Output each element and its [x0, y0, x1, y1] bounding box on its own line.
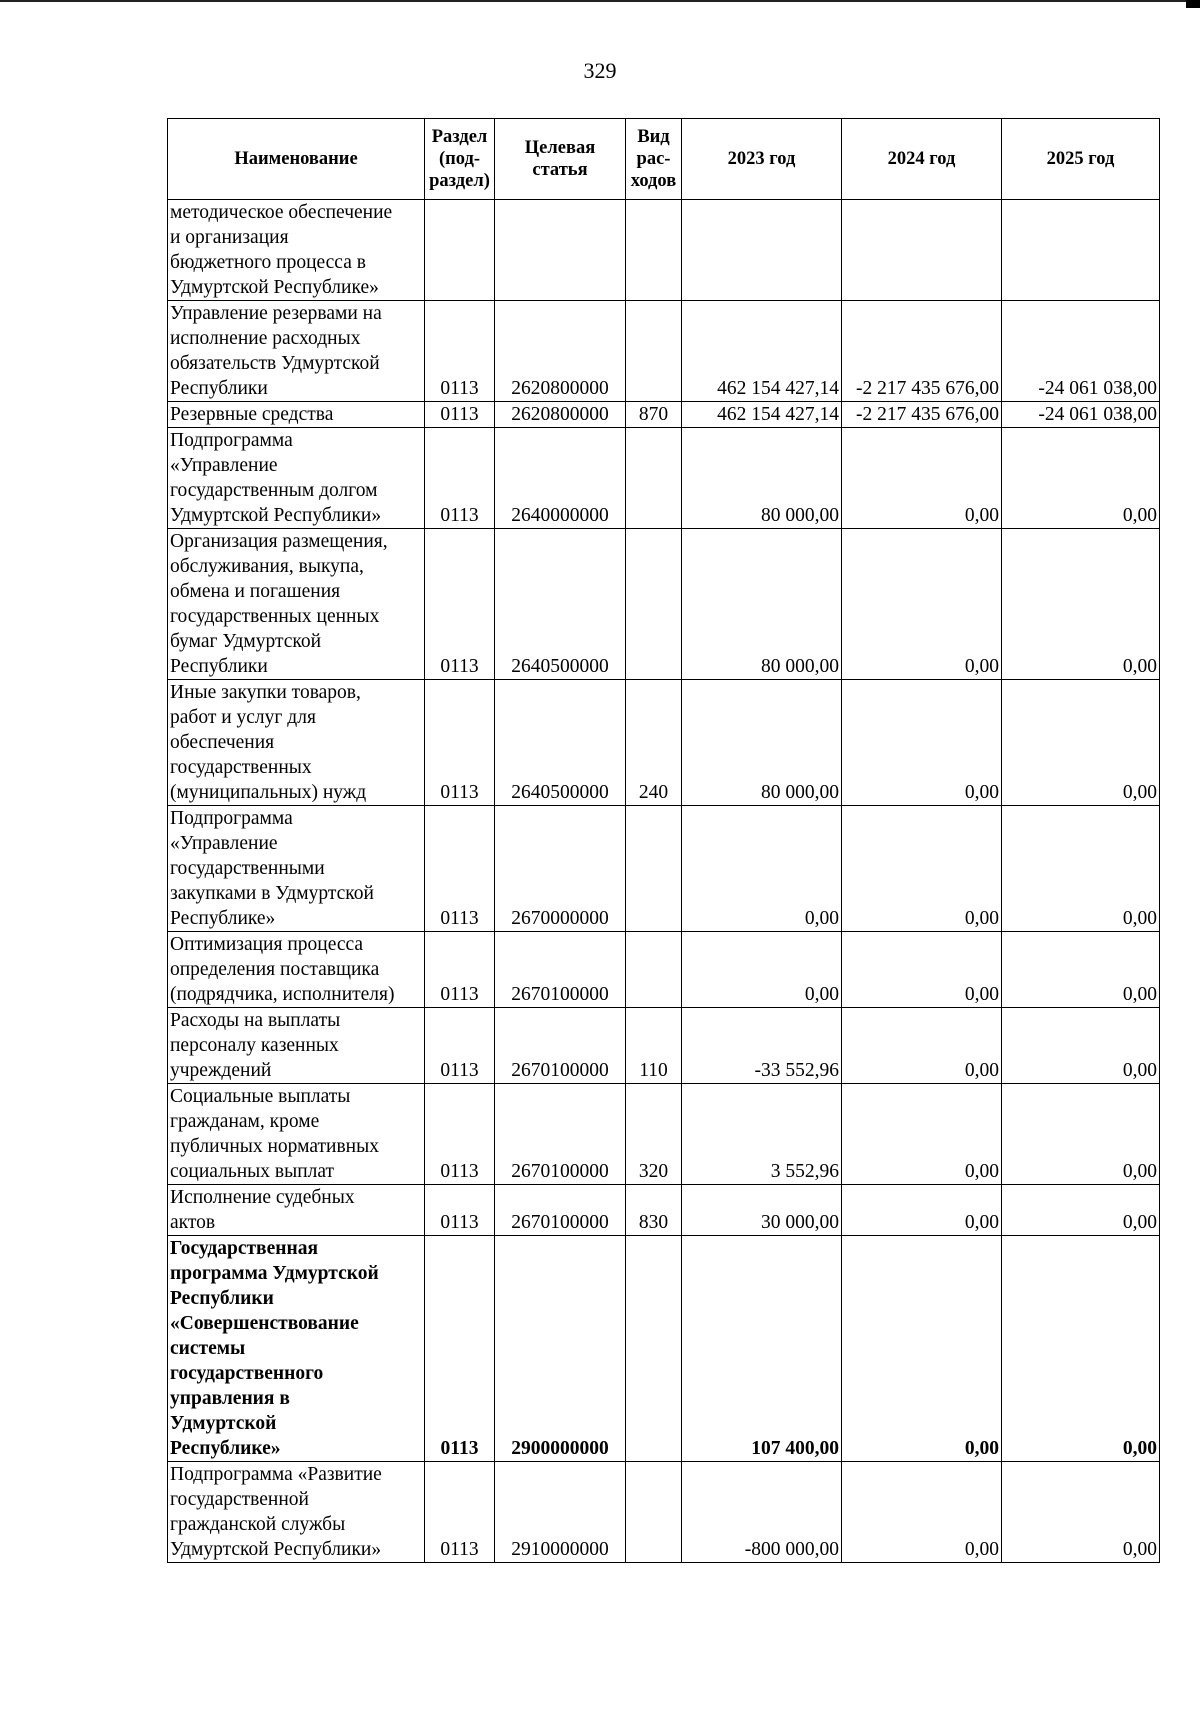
cell-y2024 [842, 200, 1002, 301]
cell-kind: 240 [626, 680, 682, 806]
cell-kind [626, 932, 682, 1008]
cell-name-line: государственной [170, 1489, 309, 1510]
cell-name-line: «Управление [170, 833, 278, 854]
table-header-row [168, 119, 1160, 200]
cell-y2024: 0,00 [842, 1008, 1002, 1084]
cell-name-line: обслуживания, выкупа, [170, 556, 364, 577]
cell-y2024: 0,00 [842, 1185, 1002, 1236]
cell-name-line: Государственная [170, 1238, 319, 1259]
cell-kind [626, 806, 682, 932]
cell-name-line: обмена и погашения [170, 581, 341, 602]
table-row [168, 200, 1160, 301]
cell-name [168, 1462, 425, 1563]
cell-y2023: 107 400,00 [682, 1236, 842, 1462]
cell-section: 0113 [425, 1236, 495, 1462]
cell-section: 0113 [425, 301, 495, 402]
cell-name-line: гражданам, кроме [170, 1111, 320, 1132]
cell-name-line: Оптимизация процесса [170, 934, 364, 955]
header-target-line: Целевая [524, 138, 596, 158]
cell-section: 0113 [425, 1008, 495, 1084]
header-section-line: (под- [438, 149, 481, 169]
cell-name-line: Иные закупки товаров, [170, 682, 361, 703]
cell-name-line: и организация [170, 227, 289, 248]
cell-y2023: -33 552,96 [682, 1008, 842, 1084]
cell-name-line: Подпрограмма [170, 430, 293, 451]
cell-section: 0113 [425, 402, 495, 428]
cell-name [168, 932, 425, 1008]
header-section [425, 119, 495, 200]
cell-y2023: 462 154 427,14 [682, 301, 842, 402]
cell-name-line: «Управление [170, 455, 278, 476]
cell-name-line: бумаг Удмуртской [170, 631, 322, 652]
cell-section: 0113 [425, 806, 495, 932]
cell-section: 0113 [425, 428, 495, 529]
cell-section: 0113 [425, 680, 495, 806]
cell-name-line: обязательств Удмуртской [170, 353, 380, 374]
cell-kind [626, 1236, 682, 1462]
cell-name-line: персоналу казенных [170, 1035, 339, 1056]
cell-y2025: -24 061 038,00 [1002, 402, 1160, 428]
cell-kind: 870 [626, 402, 682, 428]
cell-y2024: 0,00 [842, 1084, 1002, 1185]
cell-y2024: -2 217 435 676,00 [842, 301, 1002, 402]
cell-y2023: 0,00 [682, 806, 842, 932]
table-row [168, 1185, 1160, 1236]
cell-section [425, 200, 495, 301]
header-2023: 2023 год [682, 119, 842, 200]
table-row [168, 1462, 1160, 1563]
header-2025: 2025 год [1002, 119, 1160, 200]
cell-name [168, 1084, 425, 1185]
cell-name [168, 1236, 425, 1462]
cell-section: 0113 [425, 1084, 495, 1185]
cell-y2023: 3 552,96 [682, 1084, 842, 1185]
header-section-line: Раздел [431, 127, 488, 147]
cell-y2025: 0,00 [1002, 932, 1160, 1008]
cell-name [168, 428, 425, 529]
cell-name-line: обеспечения [170, 732, 275, 753]
cell-target: 2640000000 [495, 428, 626, 529]
cell-kind [626, 428, 682, 529]
cell-name-line: актов [170, 1212, 216, 1233]
cell-section: 0113 [425, 529, 495, 680]
header-kind-line: ходов [630, 171, 677, 191]
cell-y2023: 0,00 [682, 932, 842, 1008]
cell-target: 2900000000 [495, 1236, 626, 1462]
cell-name-line: системы [170, 1338, 246, 1359]
cell-y2025: 0,00 [1002, 680, 1160, 806]
cell-name-line: закупками в Удмуртской [170, 883, 374, 904]
cell-section: 0113 [425, 1462, 495, 1563]
cell-target: 2910000000 [495, 1462, 626, 1563]
budget-table [167, 118, 1160, 1563]
cell-y2024: 0,00 [842, 806, 1002, 932]
cell-kind [626, 200, 682, 301]
cell-name [168, 806, 425, 932]
cell-name-line: Республики [170, 656, 268, 677]
corner-mark [1186, 0, 1200, 8]
table-body [168, 200, 1160, 1563]
cell-name-line: (муниципальных) нужд [170, 782, 367, 803]
cell-kind [626, 529, 682, 680]
cell-y2024: 0,00 [842, 680, 1002, 806]
cell-target: 2670100000 [495, 1185, 626, 1236]
table-row [168, 428, 1160, 529]
cell-name-line: социальных выплат [170, 1161, 335, 1182]
cell-name-line: государственными [170, 858, 325, 879]
header-target [495, 119, 626, 200]
table-row [168, 1084, 1160, 1185]
cell-target: 2670100000 [495, 1084, 626, 1185]
cell-name [168, 402, 425, 428]
cell-kind: 320 [626, 1084, 682, 1185]
cell-section: 0113 [425, 932, 495, 1008]
page-number: 329 [583, 58, 617, 83]
cell-name [168, 529, 425, 680]
cell-y2025: 0,00 [1002, 1084, 1160, 1185]
cell-target [495, 200, 626, 301]
cell-name-line: государственным долгом [170, 480, 378, 501]
cell-name-line: Исполнение судебных [170, 1187, 355, 1208]
cell-y2023: 80 000,00 [682, 680, 842, 806]
cell-section: 0113 [425, 1185, 495, 1236]
cell-name-line: Республики [170, 1288, 274, 1309]
cell-kind: 110 [626, 1008, 682, 1084]
table-row [168, 1008, 1160, 1084]
cell-kind: 830 [626, 1185, 682, 1236]
cell-name-line: Удмуртской [170, 1413, 277, 1434]
cell-kind [626, 1462, 682, 1563]
cell-y2024: 0,00 [842, 932, 1002, 1008]
top-border-line [0, 0, 1200, 2]
cell-kind [626, 301, 682, 402]
table-row [168, 680, 1160, 806]
table-row [168, 932, 1160, 1008]
header-target-line: статья [532, 160, 588, 180]
cell-name-line: Республики [170, 378, 268, 399]
cell-y2025 [1002, 200, 1160, 301]
cell-name-line: Социальные выплаты [170, 1086, 351, 1107]
cell-name-line: учреждений [170, 1060, 272, 1081]
cell-name-line: Удмуртской Республики» [170, 505, 382, 526]
cell-y2023: -800 000,00 [682, 1462, 842, 1563]
cell-name-line: управления в [170, 1388, 290, 1409]
cell-name [168, 1008, 425, 1084]
cell-y2023: 30 000,00 [682, 1185, 842, 1236]
cell-name-line: методическое обеспечение [170, 202, 393, 223]
cell-name-line: Республике» [170, 1438, 281, 1459]
cell-y2025: -24 061 038,00 [1002, 301, 1160, 402]
cell-name-line: (подрядчика, исполнителя) [170, 984, 395, 1005]
cell-name [168, 301, 425, 402]
table-row [168, 301, 1160, 402]
cell-y2024: 0,00 [842, 1462, 1002, 1563]
cell-name-line: Подпрограмма [170, 808, 293, 829]
cell-name-line: бюджетного процесса в [170, 252, 366, 273]
table-row [168, 402, 1160, 428]
cell-target: 2640500000 [495, 680, 626, 806]
cell-name-line: определения поставщика [170, 959, 380, 980]
cell-name-line: государственных ценных [170, 606, 380, 627]
cell-target: 2670000000 [495, 806, 626, 932]
cell-name [168, 200, 425, 301]
cell-y2024: 0,00 [842, 1236, 1002, 1462]
cell-name-line: Организация размещения, [170, 531, 388, 552]
cell-y2024: 0,00 [842, 529, 1002, 680]
cell-target: 2640500000 [495, 529, 626, 680]
cell-y2024: -2 217 435 676,00 [842, 402, 1002, 428]
cell-name-line: Удмуртской Республики» [170, 1539, 382, 1560]
cell-y2023: 80 000,00 [682, 529, 842, 680]
cell-y2025: 0,00 [1002, 806, 1160, 932]
cell-y2025: 0,00 [1002, 1008, 1160, 1084]
cell-y2023: 462 154 427,14 [682, 402, 842, 428]
cell-target: 2670100000 [495, 932, 626, 1008]
cell-name-line: Республике» [170, 908, 276, 929]
cell-name [168, 1185, 425, 1236]
cell-y2025: 0,00 [1002, 1236, 1160, 1462]
cell-name-line: гражданской службы [170, 1514, 346, 1535]
cell-name-line: исполнение расходных [170, 328, 361, 349]
header-kind-line: Вид [637, 127, 670, 147]
cell-target: 2670100000 [495, 1008, 626, 1084]
cell-y2025: 0,00 [1002, 1462, 1160, 1563]
cell-name-line: программа Удмуртской [170, 1263, 379, 1284]
header-name: Наименование [168, 119, 425, 200]
cell-name-line: государственных [170, 757, 312, 778]
cell-y2025: 0,00 [1002, 428, 1160, 529]
cell-name-line: государственного [170, 1363, 324, 1384]
cell-y2023 [682, 200, 842, 301]
cell-name [168, 680, 425, 806]
cell-name-line: Резервные средства [170, 404, 334, 425]
cell-y2024: 0,00 [842, 428, 1002, 529]
cell-target: 2620800000 [495, 402, 626, 428]
cell-y2025: 0,00 [1002, 529, 1160, 680]
header-kind [626, 119, 682, 200]
cell-name-line: Подпрограмма «Развитие [170, 1464, 382, 1485]
cell-name-line: публичных нормативных [170, 1136, 379, 1157]
cell-target: 2620800000 [495, 301, 626, 402]
cell-y2023: 80 000,00 [682, 428, 842, 529]
cell-name-line: работ и услуг для [170, 707, 316, 728]
table-row [168, 529, 1160, 680]
header-kind-line: рас- [636, 149, 671, 169]
cell-name-line: «Совершенствование [170, 1313, 359, 1334]
table-row [168, 1236, 1160, 1462]
table-row [168, 806, 1160, 932]
header-section-line: раздел) [429, 171, 490, 191]
cell-name-line: Управление резервами на [170, 303, 382, 324]
header-2024: 2024 год [842, 119, 1002, 200]
cell-name-line: Удмуртской Республике» [170, 277, 379, 298]
cell-name-line: Расходы на выплаты [170, 1010, 341, 1031]
cell-y2025: 0,00 [1002, 1185, 1160, 1236]
